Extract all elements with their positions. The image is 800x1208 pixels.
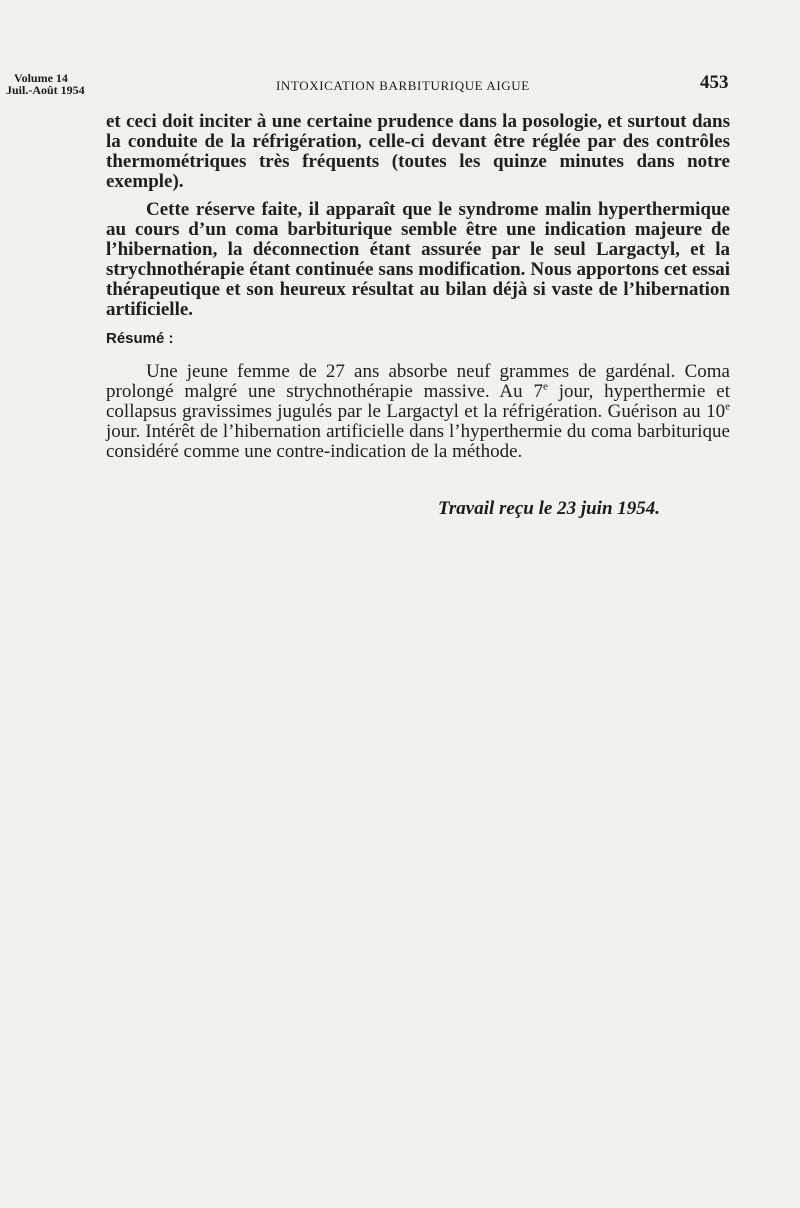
summary-text bbox=[106, 362, 730, 462]
body-paragraph-2: Cette réserve faite, il apparaît que le syndrome malin hyperthermique au cours d’un coma barbiturique semble être une indication majeure de l’hibernation, la déconnection étant assurée par le seul Largactyl, et la strychnothérapie étant continuée sans modification. Nous apportons cet essai thérapeutique et son heureux résultat au bilan déjà si vaste de l’hibernation artificielle. bbox=[106, 199, 730, 320]
summary-text-part-2: jour, hyperthermie et collapsus gravissimes jugulés par le Largactyl et la réfrigération. Guérison au 10 bbox=[106, 381, 730, 422]
article-body bbox=[106, 112, 730, 320]
received-note: Travail reçu le 23 juin 1954. bbox=[438, 498, 661, 519]
volume-number: Volume 14 bbox=[14, 71, 68, 85]
summary-heading: Résumé : bbox=[106, 330, 174, 347]
issue-date: Juil.-Août 1954 bbox=[6, 83, 85, 97]
volume-info bbox=[6, 72, 85, 96]
superscript-e-2: e bbox=[725, 400, 730, 413]
summary-paragraph bbox=[106, 362, 730, 462]
page-number: 453 bbox=[700, 72, 729, 93]
body-paragraph-1: et ceci doit inciter à une certaine prudence dans la posologie, et surtout dans la conduite de la réfrigération, celle-ci devant être réglée par des contrôles thermométriques très fréquents (toutes les quinze minutes dans notre exemple). bbox=[106, 111, 730, 192]
superscript-e-1: e bbox=[543, 380, 548, 393]
summary-text-part-3: jour. Intérêt de l’hibernation artificielle dans l’hyperthermie du coma barbiturique considéré comme une contre-indication de la méthode. bbox=[106, 421, 730, 462]
running-title: INTOXICATION BARBITURIQUE AIGUE bbox=[276, 78, 530, 93]
summary-text-part-1: Une jeune femme de 27 ans absorbe neuf grammes de gardénal. Coma prolongé malgré une strychnothérapie massive. Au 7 bbox=[106, 361, 730, 402]
page-header bbox=[0, 70, 800, 110]
